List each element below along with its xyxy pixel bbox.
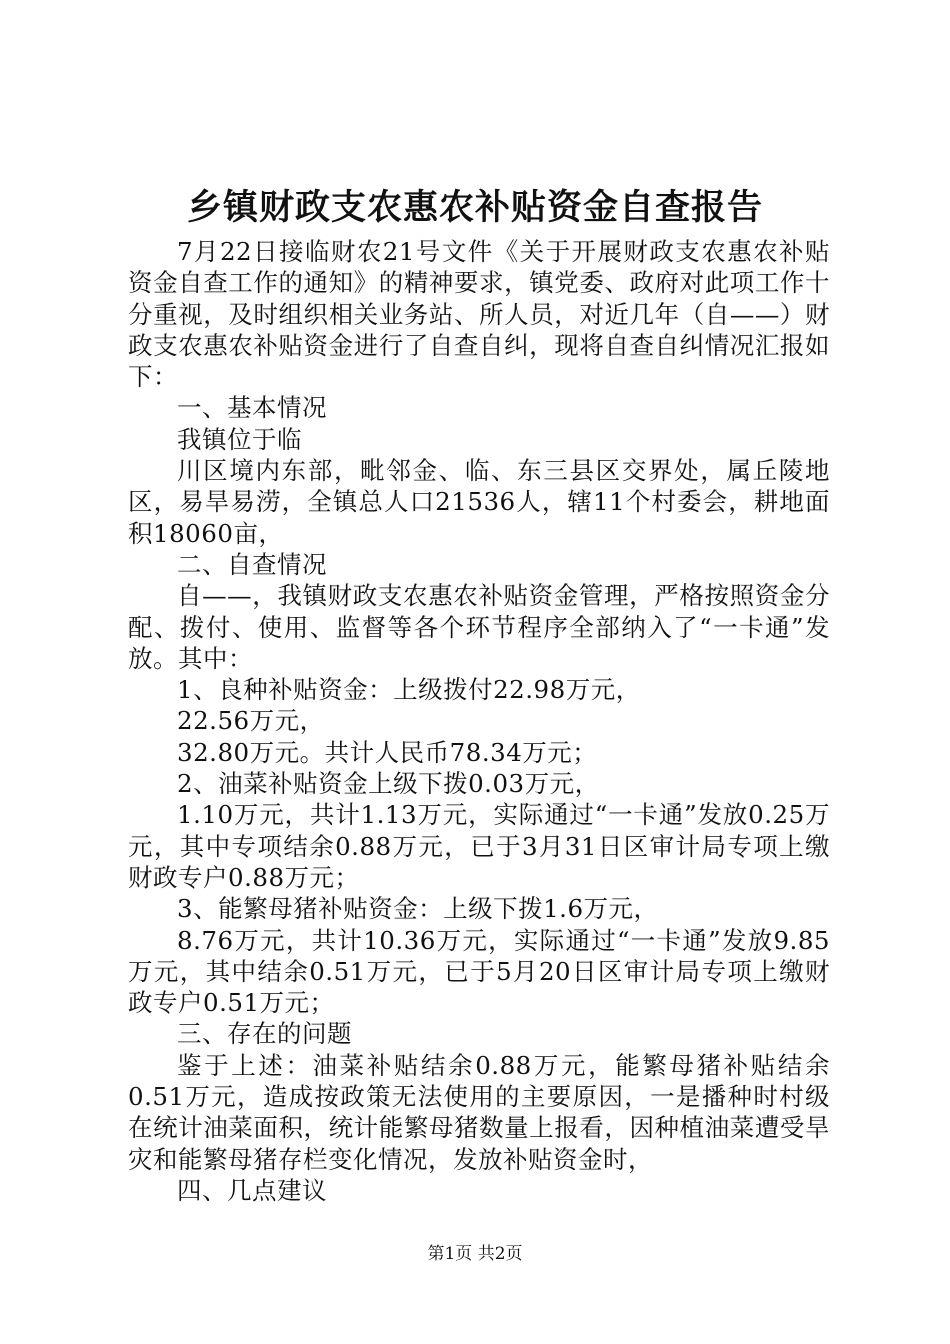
section-heading-basic: 一、基本情况 — [177, 393, 327, 423]
paragraph-rapeseed-detail: 1.10万元，共计1.13万元，实际通过“一卡通”发放0.25万元，其中专项结余0.88万元，已于3月31日区审计局专项上缴财政专户0.88万元； — [128, 800, 830, 892]
document-title: 乡镇财政支农惠农补贴资金自查报告 — [186, 187, 763, 228]
paragraph-location: 川区境内东部，毗邻金、临、东三县区交界处，属丘陵地区，易旱易涝，全镇总人口21536人，辖11个村委会，耕地面积18060亩， — [128, 456, 830, 548]
paragraph-intro: 7月22日接临财农21号文件《关于开展财政支农惠农补贴资金自查工作的通知》的精神要求，镇党委、政府对此项工作十分重视，及时组织相关业务站、所人员，对近几年（自——）财政支农惠农补贴资金进行了自查自纠，现将自查自纠情况汇报如下： — [128, 237, 830, 392]
list-item-rapeseed-subsidy: 2、油菜补贴资金上级下拨0.03万元， — [177, 769, 600, 799]
list-item-seed-subsidy: 1、良种补贴资金：上级拨付22.98万元， — [177, 675, 641, 705]
paragraph-sow-detail: 8.76万元，共计10.36万元，实际通过“一卡通”发放9.85万元，其中结余0.51万元，已于5月20日区审计局专项上缴财政专户0.51万元； — [128, 925, 830, 1018]
list-item-sow-subsidy: 3、能繁母猪补贴资金：上级下拨1.6万元， — [177, 894, 659, 924]
document-body — [128, 236, 830, 1206]
paragraph-location-start: 我镇位于临 — [177, 424, 302, 454]
page-number-footer: 第1页 共2页 — [427, 1244, 523, 1264]
section-heading-suggestions: 四、几点建议 — [177, 1175, 327, 1205]
paragraph-management: 自——，我镇财政支农惠农补贴资金管理，严格按照资金分配、拨付、使用、监督等各个环节程序全部纳入了“一卡通”发放。其中： — [128, 581, 830, 673]
list-item-seed-amount-1: 22.56万元， — [177, 706, 325, 736]
paragraph-problems: 鉴于上述：油菜补贴结余0.88万元，能繁母猪补贴结余0.51万元，造成按政策无法使用的主要原因，一是播种时村级在统计油菜面积，统计能繁母猪数量上报看，因种植油菜遭受旱灾和能繁母猪存栏变化情况，发放补贴资金时， — [128, 1050, 830, 1174]
section-heading-problems: 三、存在的问题 — [177, 1019, 352, 1049]
section-heading-self-check: 二、自查情况 — [177, 549, 327, 579]
list-item-seed-amount-2: 32.80万元。共计人民币78.34万元； — [177, 737, 598, 767]
